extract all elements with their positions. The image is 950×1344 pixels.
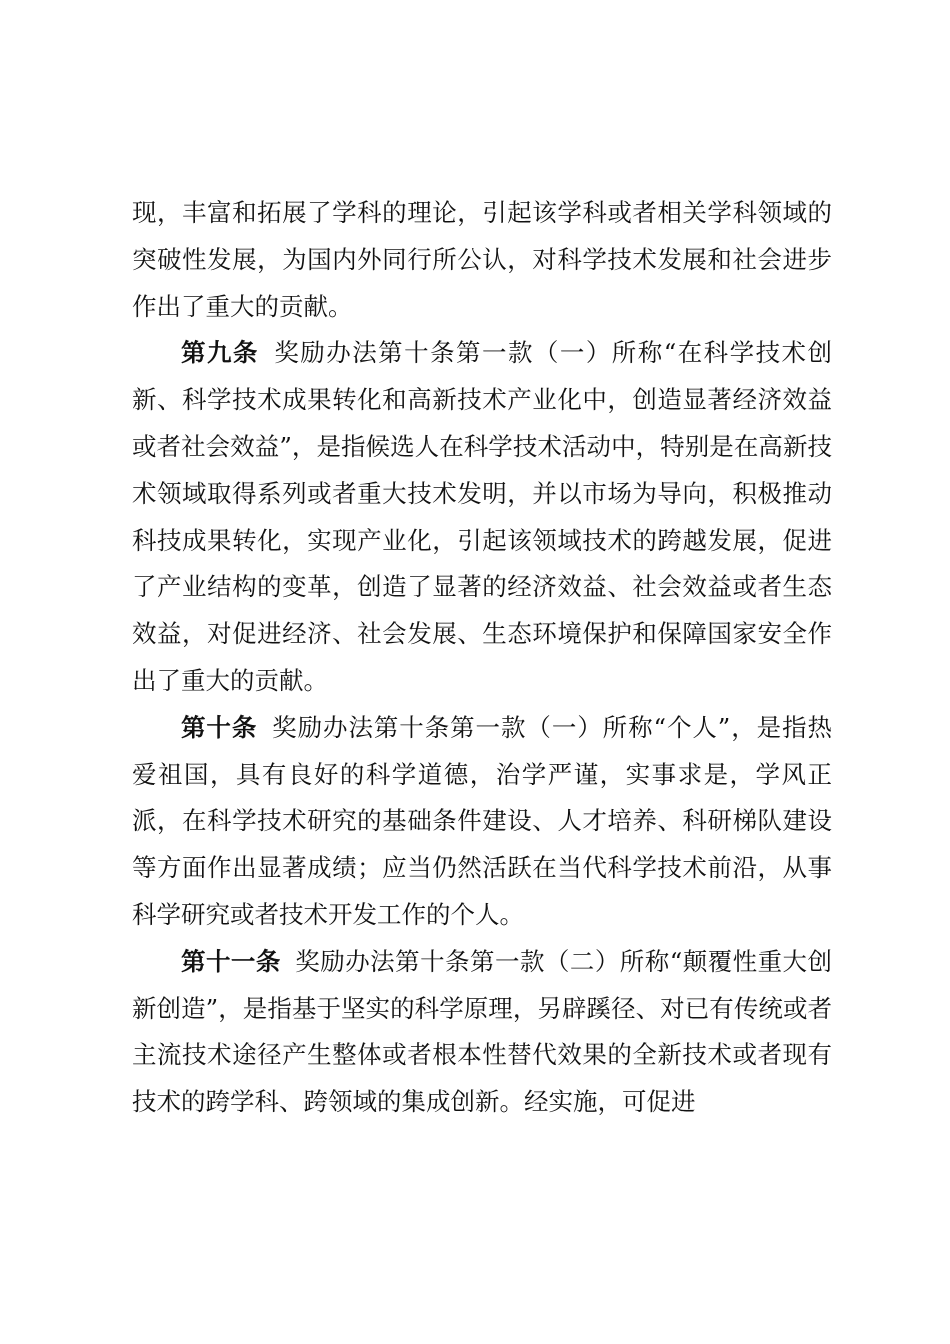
article-9 — [132, 330, 832, 704]
paragraph-continuation — [132, 190, 832, 330]
article-text: 奖励办法第十条第一款（二）所称“颠覆性重大创新创造”，是指基于坚实的科学原理，另辟蹊径、对已有传统或者主流技术途径产生整体或者根本性替代效果的全新技术或者现有技术的跨学科、跨领域的集成创新。经实施，可促进 — [132, 946, 832, 1117]
article-label: 第十条 — [181, 712, 258, 742]
article-label: 第十一条 — [181, 946, 281, 976]
article-text: 奖励办法第十条第一款（一）所称“个人”，是指热爱祖国，具有良好的科学道德，治学严谨，实事求是，学风正派，在科学技术研究的基础条件建设、人才培养、科研梯队建设等方面作出显著成绩；应当仍然活跃在当代科学技术前沿，从事科学研究或者技术开发工作的个人。 — [132, 712, 832, 929]
article-10 — [132, 705, 832, 939]
document-body — [132, 190, 832, 1126]
paragraph-text: 现，丰富和拓展了学科的理论，引起该学科或者相关学科领域的突破性发展，为国内外同行所公认，对科学技术发展和社会进步作出了重大的贡献。 — [132, 198, 832, 321]
article-text: 奖励办法第十条第一款（一）所称“在科学技术创新、科学技术成果转化和高新技术产业化中，创造显著经济效益或者社会效益”，是指候选人在科学技术活动中，特别是在高新技术领域取得系列或者重大技术发明，并以市场为导向，积极推动科技成果转化，实现产业化，引起该领域技术的跨越发展，促进了产业结构的变革，创造了显著的经济效益、社会效益或者生态效益，对促进经济、社会发展、生态环境保护和保障国家安全作出了重大的贡献。 — [132, 338, 833, 695]
article-11 — [132, 939, 832, 1126]
article-label: 第九条 — [181, 338, 259, 368]
